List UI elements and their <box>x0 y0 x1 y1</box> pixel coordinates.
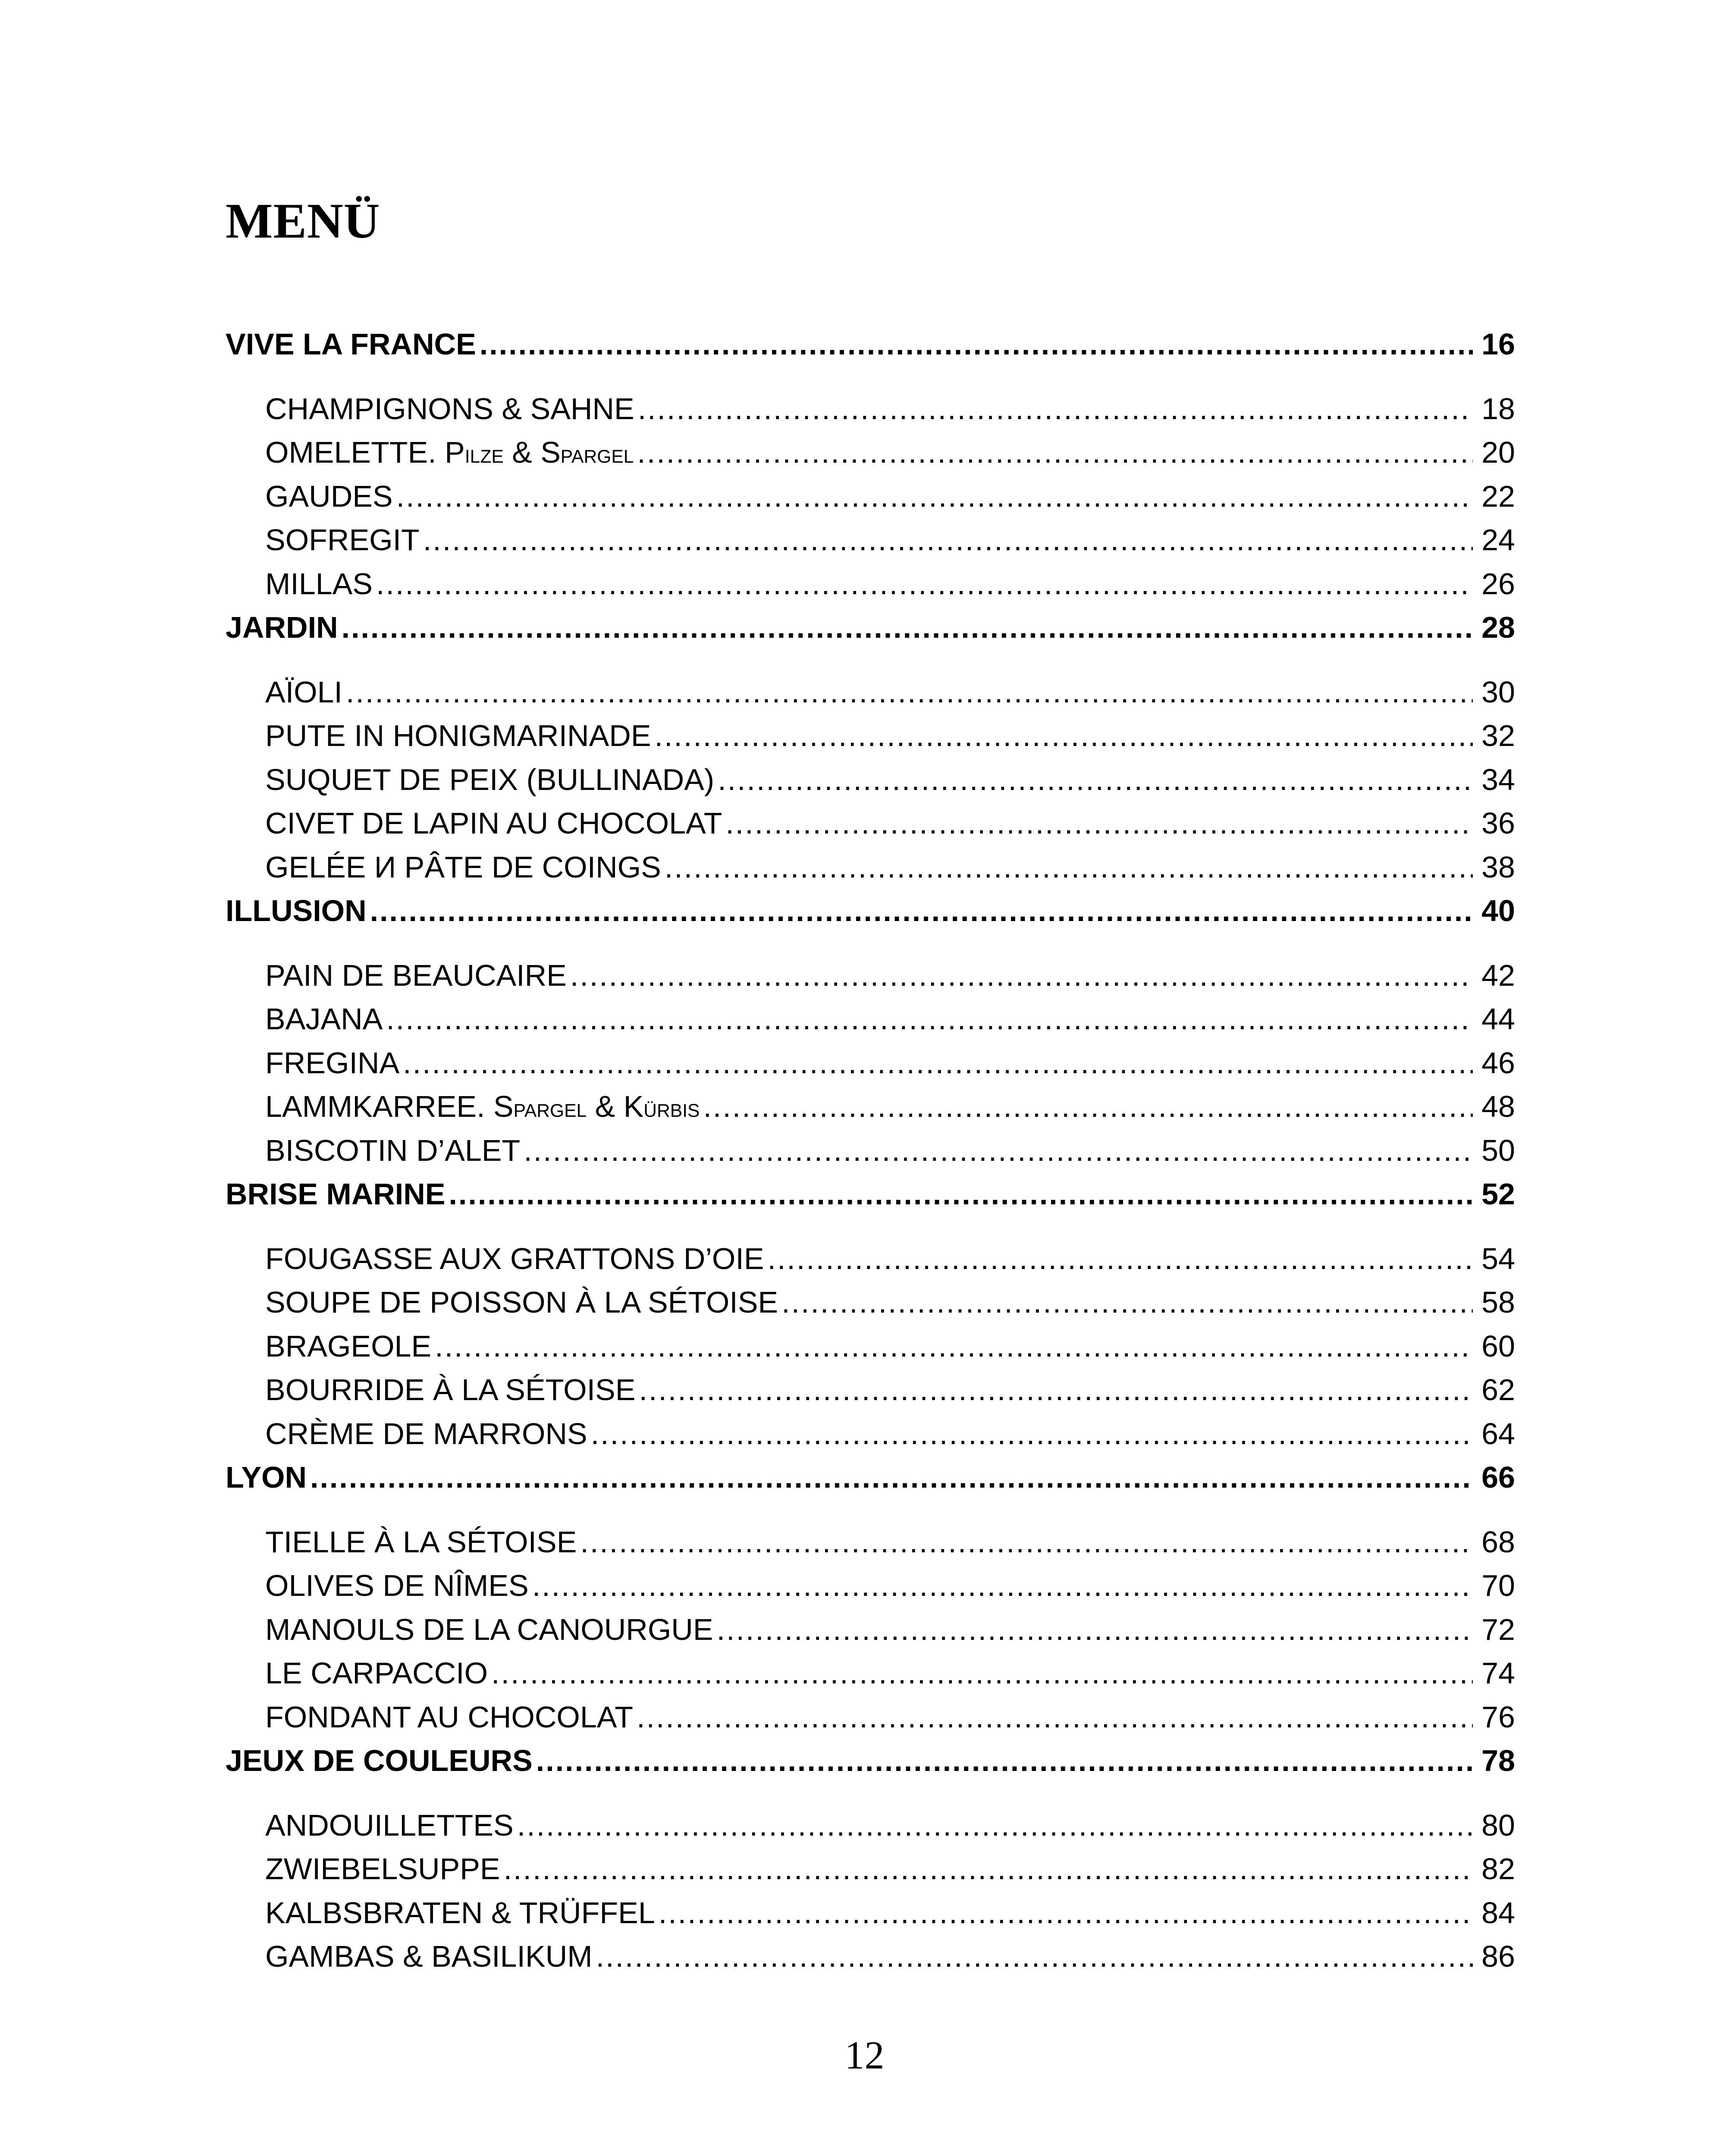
smallcaps-glyph <box>615 1090 623 1123</box>
toc-item-entry[interactable] <box>226 1847 1515 1891</box>
toc-item-title-subtitle <box>493 1090 700 1123</box>
smallcaps-glyph: G <box>597 446 612 467</box>
toc-item-page: 36 <box>1481 806 1515 840</box>
toc-item-entry[interactable] <box>226 1695 1515 1739</box>
toc-item-title-main: PUTE IN HONIGMARINADE <box>265 719 651 752</box>
toc-item-entry[interactable] <box>226 1651 1515 1695</box>
toc-item-page: 84 <box>1481 1896 1515 1930</box>
toc-item-title-main: PAIN DE BEAUCAIRE <box>265 958 567 992</box>
toc-item-entry[interactable] <box>226 387 1515 431</box>
dot-leader <box>423 518 1473 562</box>
toc-item-page: 26 <box>1481 567 1515 601</box>
toc-item-title-main: BRAGEOLE <box>265 1329 432 1363</box>
toc-item-title <box>265 1281 778 1325</box>
dot-leader <box>346 671 1473 714</box>
toc-section-entry[interactable] <box>226 323 1515 367</box>
toc-item-entry[interactable] <box>226 997 1515 1041</box>
toc-item-title <box>265 1608 713 1652</box>
toc-item-title <box>265 518 420 562</box>
smallcaps-glyph: P <box>560 446 572 467</box>
smallcaps-glyph <box>532 436 540 469</box>
toc-item-title <box>265 954 567 998</box>
toc-item-title-main: LE CARPACCIO <box>265 1656 488 1690</box>
toc-section-entry[interactable] <box>226 1739 1515 1783</box>
toc-section-entry[interactable] <box>226 1456 1515 1500</box>
toc-item-entry[interactable] <box>226 802 1515 846</box>
dot-leader <box>536 1739 1473 1783</box>
toc-item-title-main: FOUGASSE AUX GRATTONS D’OIE <box>265 1241 764 1275</box>
toc-section-page: 16 <box>1481 327 1515 361</box>
toc-item-entry[interactable] <box>226 1129 1515 1173</box>
toc-item-page: 72 <box>1481 1612 1515 1646</box>
dot-leader <box>591 1412 1473 1456</box>
toc-item-page: 34 <box>1481 762 1515 796</box>
toc-section-page: 78 <box>1481 1744 1515 1777</box>
toc-item-title <box>265 997 383 1041</box>
toc-item-title-main: OMELETTE. <box>265 436 445 469</box>
page-title: MENÜ <box>226 194 380 249</box>
toc-item-entry[interactable] <box>226 1368 1515 1412</box>
toc-item-page: 54 <box>1481 1241 1515 1275</box>
toc-item-page: 82 <box>1481 1852 1515 1886</box>
toc-item-entry[interactable] <box>226 1891 1515 1935</box>
toc-item-title-main: SOUPE DE POISSON À LA SÉTOISE <box>265 1285 778 1319</box>
toc-item-title <box>265 431 634 479</box>
toc-item-entry[interactable] <box>226 1608 1515 1652</box>
toc-item-entry[interactable] <box>226 1935 1515 1979</box>
dot-leader <box>638 387 1473 431</box>
toc-item-title <box>265 671 342 714</box>
toc-item-page: 18 <box>1481 392 1515 426</box>
toc-item-page: 22 <box>1481 479 1515 513</box>
dot-leader <box>435 1325 1473 1369</box>
toc-item-title-main: OLIVES DE NÎMES <box>265 1569 529 1602</box>
toc-item-entry[interactable] <box>226 562 1515 606</box>
dot-leader <box>449 1172 1473 1216</box>
toc-item-title <box>265 758 714 802</box>
dot-leader <box>370 889 1473 933</box>
toc-item-page: 48 <box>1481 1090 1515 1123</box>
dot-leader <box>637 1695 1473 1739</box>
toc-item-title-main: FREGINA <box>265 1046 400 1080</box>
toc-item-title <box>265 802 722 846</box>
toc-item-title-main: AÏOLI <box>265 675 342 709</box>
toc-item-entry[interactable] <box>226 758 1515 802</box>
toc-item-page: 38 <box>1481 850 1515 884</box>
toc-item-title-main: CIVET DE LAPIN AU CHOCOLAT <box>265 806 722 840</box>
toc-item-entry[interactable] <box>226 1085 1515 1129</box>
toc-item-title <box>265 1368 635 1412</box>
dot-leader <box>396 475 1473 519</box>
toc-item-title <box>265 1085 700 1133</box>
dot-leader <box>580 1520 1473 1564</box>
toc-item-entry[interactable] <box>226 671 1515 714</box>
toc-section-title: BRISE MARINE <box>226 1177 446 1211</box>
smallcaps-glyph: L <box>576 1100 587 1121</box>
dot-leader <box>596 1935 1473 1979</box>
smallcaps-glyph: R <box>657 1100 670 1121</box>
dot-leader <box>718 758 1473 802</box>
toc-item-title-main: LAMMKARREE. <box>265 1090 493 1123</box>
toc-section-entry[interactable] <box>226 606 1515 650</box>
toc-item-page: 68 <box>1481 1525 1515 1559</box>
toc-item-entry[interactable] <box>226 954 1515 998</box>
toc-item-title <box>265 1041 399 1085</box>
dot-leader <box>524 1129 1473 1173</box>
toc-item-entry[interactable] <box>226 1237 1515 1281</box>
toc-item-page: 60 <box>1481 1329 1515 1363</box>
smallcaps-glyph: L <box>470 446 480 467</box>
toc-item-page: 20 <box>1481 436 1515 469</box>
toc-item-title <box>265 1891 655 1935</box>
toc-item-page: 74 <box>1481 1656 1515 1690</box>
toc-item-entry[interactable] <box>226 714 1515 758</box>
toc-section-page: 66 <box>1481 1460 1515 1494</box>
dot-leader <box>725 802 1473 846</box>
smallcaps-glyph: G <box>550 1100 565 1121</box>
toc-item-title-main: KALBSBRATEN & TRÜFFEL <box>265 1896 655 1930</box>
dot-leader <box>403 1041 1473 1085</box>
table-of-contents <box>226 323 1515 1979</box>
toc-item-entry[interactable] <box>226 1325 1515 1369</box>
toc-item-page: 42 <box>1481 958 1515 992</box>
smallcaps-glyph: & <box>512 436 532 469</box>
toc-item-title-main: ANDOUILLETTES <box>265 1808 514 1842</box>
toc-item-page: 70 <box>1481 1569 1515 1602</box>
toc-item-title <box>265 1129 520 1173</box>
smallcaps-glyph: S <box>687 1100 700 1121</box>
dot-leader <box>491 1651 1473 1695</box>
toc-item-title <box>265 1412 587 1456</box>
dot-leader <box>665 846 1473 890</box>
dot-leader <box>517 1804 1473 1848</box>
toc-section-page: 40 <box>1481 894 1515 928</box>
smallcaps-glyph: R <box>537 1100 550 1121</box>
toc-section-title: ILLUSION <box>226 894 367 928</box>
toc-item-title-main: BOURRIDE À LA SÉTOISE <box>265 1373 636 1407</box>
dot-leader <box>310 1456 1473 1500</box>
toc-item-title-main: CHAMPIGNONS & SAHNE <box>265 392 634 426</box>
smallcaps-glyph: I <box>464 446 470 467</box>
smallcaps-glyph: L <box>623 446 634 467</box>
toc-section-title: JEUX DE COULEURS <box>226 1744 533 1777</box>
toc-section-title: VIVE LA FRANCE <box>226 327 476 361</box>
toc-item-page: 64 <box>1481 1416 1515 1451</box>
smallcaps-glyph: P <box>445 436 465 469</box>
smallcaps-glyph: R <box>584 446 597 467</box>
toc-item-page: 86 <box>1481 1940 1515 1973</box>
toc-item-page: 76 <box>1481 1700 1515 1734</box>
toc-item-title <box>265 1564 529 1608</box>
smallcaps-glyph: A <box>524 1100 537 1121</box>
dot-leader <box>342 606 1473 650</box>
toc-item-title <box>265 1804 514 1848</box>
toc-item-entry[interactable] <box>226 1564 1515 1608</box>
toc-item-title-main: FONDANT AU CHOCOLAT <box>265 1700 634 1734</box>
smallcaps-glyph: E <box>564 1100 577 1121</box>
toc-section-entry[interactable] <box>226 1172 1515 1216</box>
toc-item-title-main: GAMBAS & BASILIKUM <box>265 1940 593 1973</box>
dot-leader <box>637 431 1473 475</box>
toc-item-title <box>265 475 393 519</box>
toc-item-page: 50 <box>1481 1133 1515 1167</box>
toc-item-page: 30 <box>1481 675 1515 709</box>
toc-item-title <box>265 1325 431 1369</box>
toc-item-page: 32 <box>1481 719 1515 752</box>
smallcaps-glyph: Z <box>480 446 492 467</box>
toc-item-entry[interactable] <box>226 846 1515 890</box>
toc-item-entry[interactable] <box>226 1804 1515 1848</box>
smallcaps-glyph <box>587 1090 595 1123</box>
toc-item-entry[interactable] <box>226 1281 1515 1325</box>
toc-item-title-main: ZWIEBELSUPPE <box>265 1852 500 1886</box>
toc-item-page: 58 <box>1481 1285 1515 1319</box>
toc-item-title-main: BAJANA <box>265 1002 383 1036</box>
toc-item-title-main: CRÈME DE MARRONS <box>265 1416 587 1451</box>
toc-item-title-main: MILLAS <box>265 567 373 601</box>
smallcaps-glyph: I <box>682 1100 688 1121</box>
smallcaps-glyph: S <box>493 1090 514 1123</box>
toc-item-title <box>265 1695 633 1739</box>
toc-item-entry[interactable] <box>226 1520 1515 1564</box>
toc-item-title <box>265 1847 500 1891</box>
toc-item-page: 46 <box>1481 1046 1515 1080</box>
dot-leader <box>504 1847 1473 1891</box>
smallcaps-glyph: A <box>571 446 584 467</box>
smallcaps-glyph: E <box>491 446 504 467</box>
dot-leader <box>480 323 1473 367</box>
dot-leader <box>570 954 1473 998</box>
toc-item-entry[interactable] <box>226 475 1515 519</box>
dot-leader <box>386 997 1473 1041</box>
toc-section-page: 52 <box>1481 1177 1515 1211</box>
dot-leader <box>376 562 1473 606</box>
toc-item-title <box>265 714 651 758</box>
dot-leader <box>781 1281 1473 1325</box>
smallcaps-glyph: S <box>540 436 561 469</box>
dot-leader <box>768 1237 1473 1281</box>
smallcaps-glyph: B <box>670 1100 683 1121</box>
toc-item-title <box>265 562 373 606</box>
toc-section-title: LYON <box>226 1460 307 1494</box>
toc-item-title <box>265 1935 593 1979</box>
toc-item-title <box>265 846 661 890</box>
toc-item-page: 62 <box>1481 1373 1515 1407</box>
page-number: 12 <box>844 2033 885 2077</box>
toc-section-entry[interactable] <box>226 889 1515 933</box>
toc-item-entry[interactable] <box>226 431 1515 475</box>
toc-item-entry[interactable] <box>226 1412 1515 1456</box>
smallcaps-glyph: K <box>623 1090 644 1123</box>
toc-item-title-main: SOFREGIT <box>265 523 420 557</box>
smallcaps-glyph: E <box>611 446 624 467</box>
toc-item-title <box>265 1237 764 1281</box>
toc-item-title-main: GAUDES <box>265 479 393 513</box>
dot-leader <box>532 1564 1473 1608</box>
toc-item-title-main: TIELLE À LA SÉTOISE <box>265 1525 577 1559</box>
toc-item-title <box>265 1520 577 1564</box>
dot-leader <box>639 1368 1473 1412</box>
dot-leader <box>703 1085 1473 1129</box>
toc-section-title: JARDIN <box>226 611 338 644</box>
toc-item-page: 80 <box>1481 1808 1515 1842</box>
dot-leader <box>717 1608 1473 1652</box>
toc-item-page: 44 <box>1481 1002 1515 1036</box>
smallcaps-glyph: P <box>513 1100 524 1121</box>
toc-item-title-main: GELÉE И PÂTE DE COINGS <box>265 850 661 884</box>
toc-item-title <box>265 387 634 431</box>
smallcaps-glyph: Ü <box>643 1100 657 1121</box>
toc-item-entry[interactable] <box>226 518 1515 562</box>
toc-item-title-main: BISCOTIN D’ALET <box>265 1133 521 1167</box>
toc-item-page: 24 <box>1481 523 1515 557</box>
toc-item-title <box>265 1651 488 1695</box>
toc-item-title-main: SUQUET DE PEIX (BULLINADA) <box>265 762 715 796</box>
toc-item-title-main: MANOULS DE LA CANOURGUE <box>265 1612 713 1646</box>
smallcaps-glyph <box>504 436 512 469</box>
toc-section-page: 28 <box>1481 611 1515 644</box>
smallcaps-glyph: & <box>595 1090 615 1123</box>
toc-item-title-subtitle <box>445 436 634 469</box>
dot-leader <box>659 1891 1473 1935</box>
dot-leader <box>655 714 1473 758</box>
toc-item-entry[interactable] <box>226 1041 1515 1085</box>
